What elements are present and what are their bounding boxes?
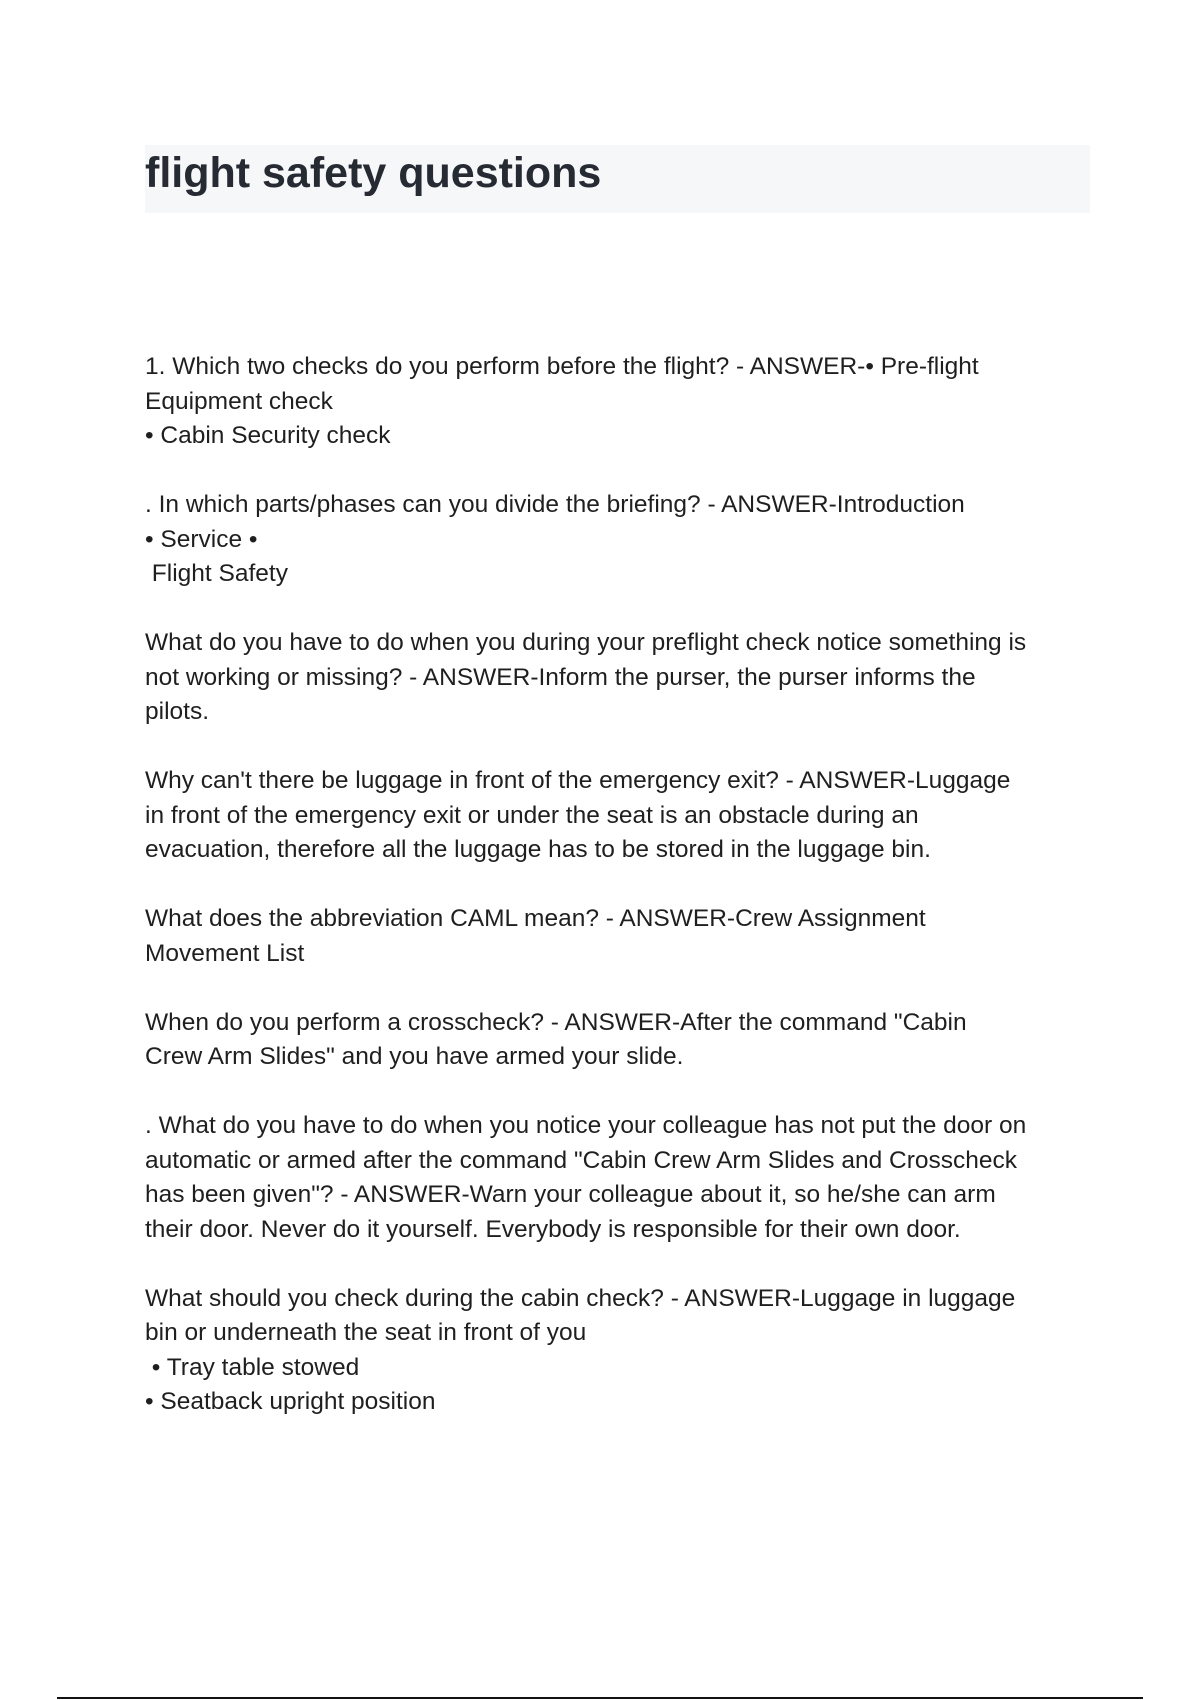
qa-entry-8 (145, 1282, 1105, 1420)
qa-line: • Service • (145, 525, 258, 553)
qa-entry-3 (145, 626, 1105, 730)
qa-line: What do you have to do when you during your preflight check notice something is (145, 629, 1027, 656)
qa-line: When do you perform a crosscheck? - ANSWER-After the command "Cabin (145, 1008, 967, 1036)
qa-entry-4 (145, 764, 1105, 868)
qa-line: Equipment check (145, 387, 333, 415)
qa-line: has been given"? - ANSWER-Warn your colleague about it, so he/she can arm (145, 1181, 996, 1208)
page-title: flight safety questions (145, 149, 602, 197)
qa-line: Flight Safety (145, 560, 288, 587)
qa-line: pilots. (145, 698, 210, 725)
title-banner (145, 145, 1090, 213)
qa-line: What should you check during the cabin check? - ANSWER-Luggage in luggage (145, 1284, 1016, 1312)
qa-line: in front of the emergency exit or under the seat is an obstacle during an (145, 801, 919, 829)
qa-line: . What do you have to do when you notice your colleague has not put the door on (145, 1112, 1027, 1139)
qa-entry-1 (145, 350, 1105, 454)
qa-line: • Seatback upright position (145, 1388, 436, 1415)
qa-entry-6 (145, 1006, 1105, 1075)
qa-line: evacuation, therefore all the luggage has to be stored in the luggage bin. (145, 836, 931, 863)
qa-entry-2 (145, 488, 1105, 592)
qa-line: not working or missing? - ANSWER-Inform the purser, the purser informs the (145, 663, 976, 691)
qa-line: What does the abbreviation CAML mean? - ANSWER-Crew Assignment (145, 905, 926, 932)
qa-line: bin or underneath the seat in front of you (145, 1319, 587, 1346)
qa-list (145, 350, 1105, 1454)
qa-line: Why can't there be luggage in front of the emergency exit? - ANSWER-Luggage (145, 767, 1011, 794)
qa-line: automatic or armed after the command "Cabin Crew Arm Slides and Crosscheck (145, 1146, 1017, 1174)
qa-line: . In which parts/phases can you divide the briefing? - ANSWER-Introduction (145, 491, 965, 518)
qa-line: 1. Which two checks do you perform before the flight? - ANSWER-• Pre-flight (145, 353, 979, 380)
page-divider (57, 1697, 1143, 1699)
qa-entry-7 (145, 1109, 1105, 1247)
qa-line: their door. Never do it yourself. Everybody is responsible for their own door. (145, 1215, 961, 1243)
qa-line: Crew Arm Slides" and you have armed your slide. (145, 1043, 684, 1070)
qa-line: • Cabin Security check (145, 422, 391, 449)
qa-entry-5 (145, 902, 1105, 971)
qa-line: • Tray table stowed (145, 1353, 360, 1381)
qa-line: Movement List (145, 939, 305, 967)
